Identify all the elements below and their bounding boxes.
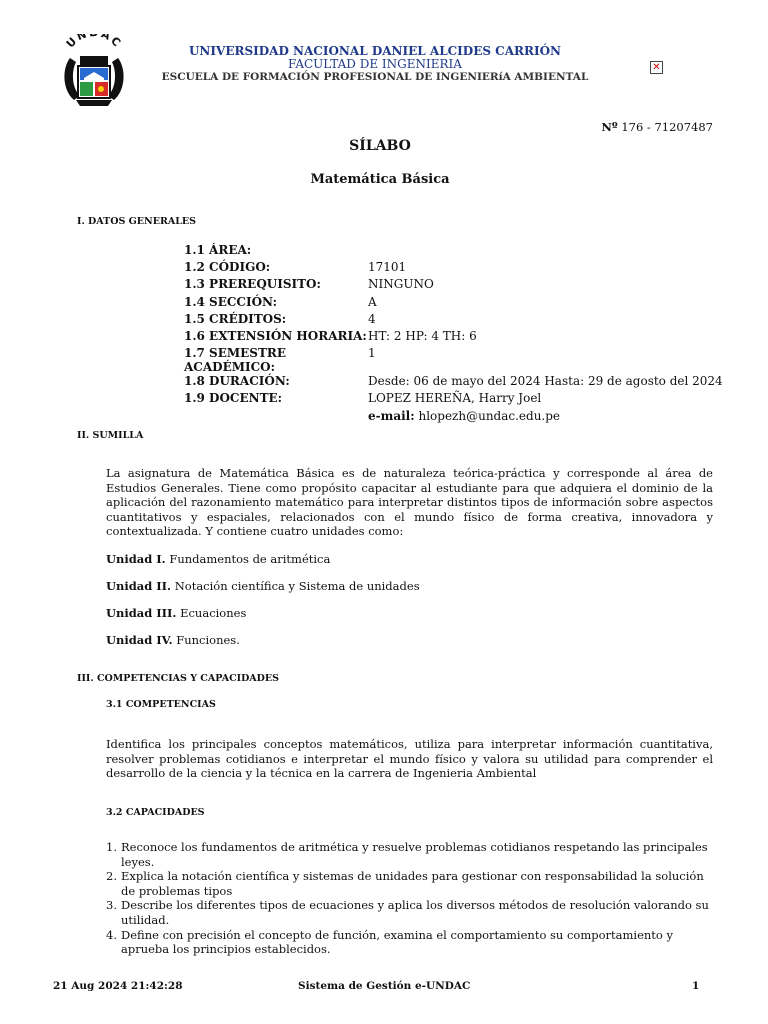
table-row (184, 312, 723, 329)
field-value: A (368, 294, 377, 309)
unit-text: Notación científica y Sistema de unidades (174, 579, 420, 593)
svg-text:UNDAC (64, 34, 125, 51)
field-value: 1 (368, 346, 376, 361)
footer-timestamp: 21 Aug 2024 21:42:28 (53, 980, 183, 992)
unit-text: Ecuaciones (180, 606, 247, 620)
field-value (368, 243, 723, 260)
document-number (601, 120, 713, 134)
field-value: Desde: 06 de mayo del 2024 Hasta: 29 de agosto del 2024 (368, 374, 723, 389)
unit-label: Unidad II. (106, 579, 172, 593)
unit-item (106, 606, 246, 620)
field-label: 1.4 SECCIÓN: (184, 294, 278, 309)
competencias-paragraph: Identifica los principales conceptos matemáticos, utiliza para interpretar información cuantitativa, resolver problemas cotidianos e interpretar el mundo físico y valora su utilidad para comprender el desarrollo de la ciencia y la técnica en la carrera de Ingenieria Ambiental (106, 737, 713, 781)
table-row (184, 260, 723, 277)
field-value: NINGUNO (368, 277, 434, 292)
table-row (184, 277, 723, 294)
subsection-capacidades: 3.2 CAPACIDADES (106, 807, 205, 818)
field-value: LOPEZ HEREÑA, Harry Joel (368, 391, 542, 406)
field-label-empty (184, 409, 368, 426)
subsection-competencias: 3.1 COMPETENCIAS (106, 699, 216, 710)
school-name: ESCUELA DE FORMACIÓN PROFESIONAL DE INGENIERíA AMBIENTAL (161, 71, 589, 83)
list-item (106, 898, 716, 927)
unit-label: Unidad IV. (106, 633, 173, 647)
field-label: 1.6 EXTENSIÓN HORARIA: (184, 328, 367, 343)
document-number-value: 176 - 71207487 (621, 120, 713, 134)
field-label: 1.1 ÁREA: (184, 243, 252, 257)
list-number: 4. (106, 927, 117, 942)
list-text: Define con precisión el concepto de función, examina el comportamiento su comportamiento y aprueba los principios establecidos. (121, 927, 674, 957)
table-row (184, 409, 723, 426)
unit-text: Fundamentos de aritmética (169, 552, 331, 566)
table-row (184, 243, 723, 260)
faculty-name: FACULTAD DE INGENIERIA (288, 57, 462, 71)
section-datos-generales: I. DATOS GENERALES (77, 216, 196, 227)
sumilla-paragraph: La asignatura de Matemática Básica es de naturaleza teórica-práctica y corresponde al área de Estudios Generales. Tiene como propósito capacitar al estudiante para que adquiera el dominio de la aplicación del razonamiento matemático para interpretar distintos tipos de información sobre aspectos cuantitativos y espaciales, relacionados con el mundo físico de forma creativa, innovadora y contextualizada. Y contiene cuatro unidades como: (106, 466, 713, 539)
table-row (184, 295, 723, 312)
footer-page-number: 1 (692, 980, 700, 992)
footer-system-name: Sistema de Gestión e-UNDAC (298, 980, 471, 992)
field-value: 17101 (368, 260, 407, 275)
page-title: SÍLABO (349, 138, 411, 154)
email-field (368, 409, 723, 426)
capacidades-list (106, 840, 716, 957)
table-row (184, 346, 723, 374)
table-row (184, 391, 723, 408)
section-competencias-capacidades: III. COMPETENCIAS Y CAPACIDADES (77, 673, 280, 684)
list-text: Describe los diferentes tipos de ecuaciones y aplica los diversos métodos de resolución valorando su utilidad. (121, 898, 709, 927)
field-label: 1.5 CRÉDITOS: (184, 311, 287, 326)
field-label: 1.9 DOCENTE: (184, 391, 283, 406)
university-logo (58, 34, 130, 110)
list-item (106, 869, 716, 898)
list-text: Reconoce los fundamentos de aritmética y resuelve problemas cotidianos respetando las principales leyes. (121, 840, 708, 869)
list-item (106, 928, 716, 957)
logo-text: UN AC (63, 34, 125, 51)
email-label: e-mail: (368, 408, 415, 423)
unit-item (106, 552, 330, 566)
list-item (106, 840, 716, 869)
broken-image-icon: ✕ (650, 61, 663, 74)
email-link[interactable]: hlopezh@undac.edu.pe (418, 408, 561, 423)
field-value: 4 (368, 311, 376, 326)
list-number: 3. (106, 898, 117, 913)
unit-item (106, 579, 420, 593)
list-text: Explica la notación científica y sistemas de unidades para gestionar con responsabilidad la solución de problemas tipos (121, 869, 704, 898)
table-row (184, 374, 723, 391)
section-sumilla: II. SUMILLA (77, 430, 144, 441)
document-number-label: Nº (601, 120, 618, 134)
datos-generales-table (184, 243, 723, 426)
list-number: 1. (106, 840, 117, 854)
unit-label: Unidad III. (106, 606, 177, 620)
university-name: UNIVERSIDAD NACIONAL DANIEL ALCIDES CARRIÓN (188, 44, 562, 58)
unit-text: Funciones. (176, 633, 240, 647)
field-label: 1.7 SEMESTRE ACADÉMICO: (184, 346, 287, 375)
field-label: 1.8 DURACIÓN: (184, 374, 290, 389)
course-name: Matemática Básica (310, 172, 450, 187)
field-value: HT: 2 HP: 4 TH: 6 (368, 328, 477, 343)
unit-label: Unidad I. (106, 552, 166, 566)
field-label: 1.2 CÓDIGO: (184, 260, 271, 275)
list-number: 2. (106, 869, 117, 884)
field-label: 1.3 PREREQUISITO: (184, 277, 321, 292)
table-row (184, 329, 723, 346)
unit-item (106, 633, 240, 647)
